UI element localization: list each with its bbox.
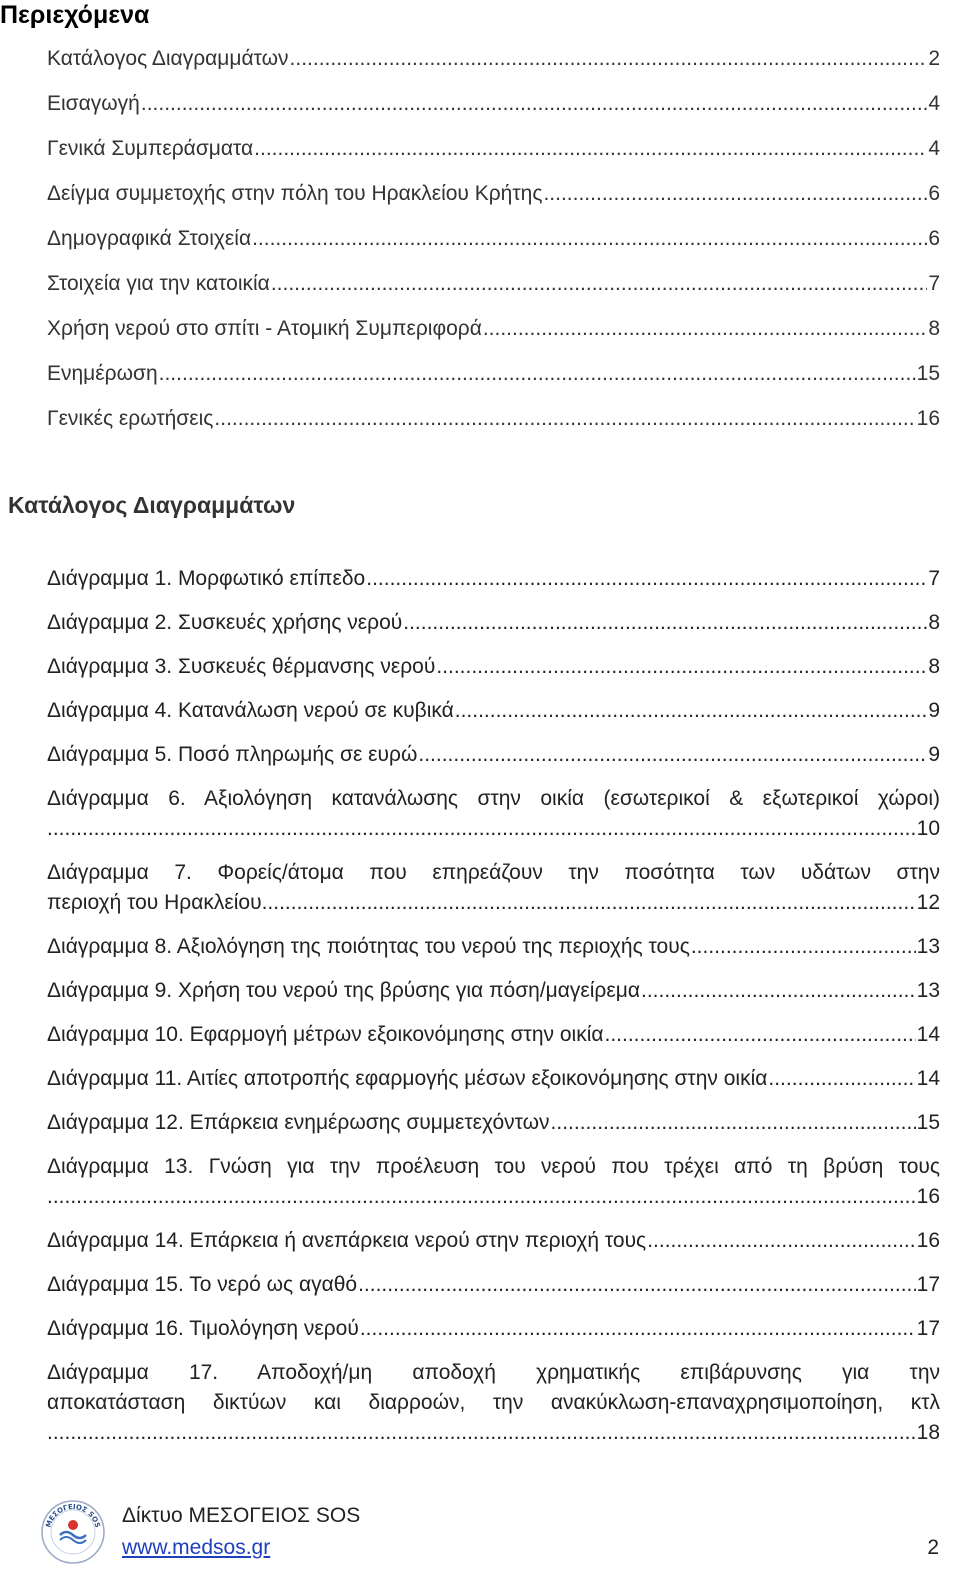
diagram-item[interactable]: Διάγραμμα 12. Επάρκεια ενημέρωσης συμμετεχόντων ..... 15 <box>47 1108 940 1138</box>
toc-item[interactable]: Ενημέρωση ..... 15 <box>47 359 940 404</box>
toc-item[interactable]: Δημογραφικά Στοιχεία ..... 6 <box>47 224 940 269</box>
toc-item[interactable]: Δείγμα συμμετοχής στην πόλη του Ηρακλείου Κρήτης ..... 6 <box>47 179 940 224</box>
toc-item[interactable]: Κατάλογος Διαγραμμάτων ..... 2 <box>47 44 940 89</box>
toc-item[interactable]: Χρήση νερού στο σπίτι - Ατομική Συμπεριφορά ..... 8 <box>47 314 940 359</box>
diagram-item[interactable]: Διάγραμμα 16. Τιμολόγηση νερού ..... 17 <box>47 1314 940 1344</box>
diagram-item[interactable]: Διάγραμμα 3. Συσκευές θέρμανσης νερού ..... 8 <box>47 652 940 682</box>
diagram-item[interactable]: Διάγραμμα 6. Αξιολόγηση κατανάλωσης στην οικία (εσωτερικοί & εξωτερικοί χώροι) ..... 10 <box>47 784 940 844</box>
page-number: 2 <box>927 1536 939 1559</box>
toc-item[interactable]: Εισαγωγή ..... 4 <box>47 89 940 134</box>
diagram-item[interactable]: Διάγραμμα 11. Αιτίες αποτροπής εφαρμογής μέσων εξοικονόμησης στην οικία ..... 14 <box>47 1064 940 1094</box>
medsos-logo-icon <box>40 1499 106 1565</box>
footer <box>122 1500 360 1564</box>
toc-item[interactable]: Γενικά Συμπεράσματα ..... 4 <box>47 134 940 179</box>
diagram-list-heading: Κατάλογος Διαγραμμάτων <box>8 492 296 518</box>
diagram-item[interactable]: Διάγραμμα 15. Το νερό ως αγαθό ..... 17 <box>47 1270 940 1300</box>
diagram-item[interactable]: Διάγραμμα 7. Φορείς/άτομα που επηρεάζουν την ποσότητα των υδάτων στην περιοχή του Ηρακλείου ..... 12 <box>47 858 940 918</box>
diagram-item[interactable]: Διάγραμμα 9. Χρήση του νερού της βρύσης για πόση/μαγείρεμα ..... 13 <box>47 976 940 1006</box>
diagram-item[interactable]: Διάγραμμα 14. Επάρκεια ή ανεπάρκεια νερού στην περιοχή τους ..... 16 <box>47 1226 940 1256</box>
diagram-item[interactable]: Διάγραμμα 13. Γνώση για την προέλευση του νερού που τρέχει από τη βρύση τους ..... 16 <box>47 1152 940 1212</box>
svg-text:ΜΕΣΟΓΕΙΟΣ SOS: ΜΕΣΟΓΕΙΟΣ SOS <box>44 1502 102 1529</box>
diagram-item[interactable]: Διάγραμμα 2. Συσκευές χρήσης νερού ..... 8 <box>47 608 940 638</box>
diagram-item[interactable]: Διάγραμμα 10. Εφαρμογή μέτρων εξοικονόμησης στην οικία ..... 14 <box>47 1020 940 1050</box>
diagram-item[interactable]: Διάγραμμα 8. Αξιολόγηση της ποιότητας του νερού της περιοχής τους ..... 13 <box>47 932 940 962</box>
toc-item[interactable]: Στοιχεία για την κατοικία ..... 7 <box>47 269 940 314</box>
toc-item[interactable]: Γενικές ερωτήσεις ..... 16 <box>47 404 940 449</box>
diagram-item[interactable]: Διάγραμμα 5. Ποσό πληρωμής σε ευρώ ..... 9 <box>47 740 940 770</box>
diagram-item[interactable]: Διάγραμμα 4. Κατανάλωση νερού σε κυβικά ..... 9 <box>47 696 940 726</box>
diagram-item[interactable]: Διάγραμμα 1. Μορφωτικό επίπεδο ..... 7 <box>47 564 940 594</box>
table-of-contents <box>47 44 940 449</box>
diagram-list <box>47 564 940 1462</box>
footer-org: Δίκτυο ΜΕΣΟΓΕΙΟΣ SOS <box>122 1504 361 1527</box>
footer-website-link[interactable]: www.medsos.gr <box>122 1536 271 1559</box>
page-title: Περιεχόμενα <box>0 1 150 29</box>
diagram-item[interactable]: Διάγραμμα 17. Αποδοχή/μη αποδοχή χρηματικής επιβάρυνσης για την αποκατάσταση δικτύων και διαρροών, την ανακύκλωση-επαναχρησιμοποίηση, κτλ ..... 18 <box>47 1358 940 1448</box>
